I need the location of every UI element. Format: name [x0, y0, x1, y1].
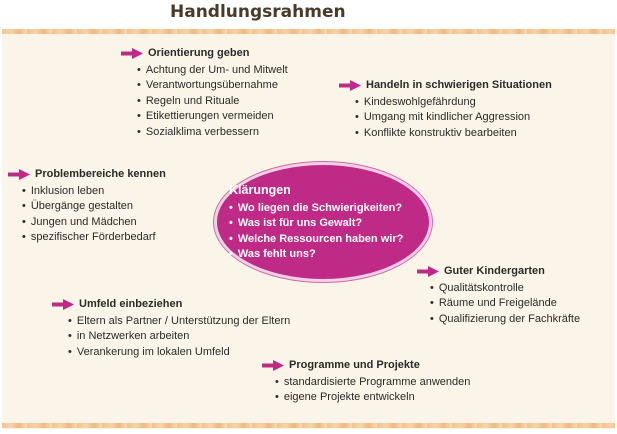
bullet-icon: •: [355, 126, 359, 139]
list-item: [22, 199, 166, 215]
list-item: [275, 390, 470, 406]
bullet-icon: •: [275, 375, 279, 388]
heading-orientierung: Orientierung geben: [148, 47, 250, 59]
list-item: [137, 109, 288, 125]
list-item-text: in Netzwerken arbeiten: [76, 330, 190, 342]
list-item: [137, 78, 288, 94]
arrow-right-icon: [52, 299, 74, 310]
list-item-text: spezifischer Förderbedarf: [30, 231, 156, 243]
bullet-icon: •: [229, 232, 233, 245]
group-heading: [417, 264, 580, 280]
list-item-text: Was ist für uns Gewalt?: [237, 217, 363, 229]
list-item: [229, 201, 403, 217]
bullet-icon: •: [22, 231, 26, 243]
bullet-icon: •: [275, 391, 279, 403]
list-item-text: Kindeswohlgefährdung: [363, 95, 476, 108]
bullet-icon: •: [355, 95, 359, 108]
heading-handeln: Handeln in schwierigen Situationen: [366, 79, 552, 91]
list-item: [355, 95, 552, 111]
bullet-icon: •: [137, 79, 141, 91]
center-title: Klärungen: [229, 183, 291, 197]
bullet-icon: •: [355, 111, 359, 123]
list-umfeld: [52, 314, 290, 361]
list-item-text: Was fehlt uns?: [237, 248, 316, 260]
list-item-text: Wo liegen die Schwierigkeiten?: [237, 201, 403, 214]
list-item-text: Verankerung im lokalen Umfeld: [76, 345, 230, 358]
group-programme: [262, 358, 470, 406]
group-umfeld: [52, 297, 290, 360]
list-item-text: Konflikte konstruktiv bearbeiten: [363, 126, 517, 139]
bullet-icon: •: [68, 345, 72, 358]
list-item-text: Inklusion leben: [30, 184, 105, 197]
list-problem: [8, 184, 166, 246]
heading-problem: Problembereiche kennen: [35, 168, 166, 180]
list-item: [68, 329, 290, 345]
bullet-icon: •: [137, 94, 141, 107]
list-item: [355, 126, 552, 142]
arrow-right-icon: [339, 80, 361, 91]
heading-kindergarten: Guter Kindergarten: [444, 265, 545, 277]
bullet-icon: •: [430, 297, 434, 309]
list-item: [137, 63, 288, 79]
list-handeln: [339, 95, 552, 142]
bullet-icon: •: [22, 200, 26, 212]
list-item: [137, 125, 288, 141]
list-item-text: Welche Ressourcen haben wir?: [237, 232, 404, 245]
bullet-icon: •: [430, 281, 434, 294]
list-item-text: Achtung der Um- und Mitwelt: [145, 63, 288, 76]
arrow-right-icon: [8, 169, 30, 180]
bullet-icon: •: [22, 184, 26, 197]
list-item: [275, 375, 470, 391]
group-heading: [339, 78, 552, 94]
bullet-icon: •: [430, 312, 434, 325]
bottom-decorative-band: [2, 423, 615, 428]
group-orientierung: [121, 46, 288, 140]
arrow-right-icon: [417, 266, 439, 277]
bullet-icon: •: [229, 217, 233, 229]
group-heading: [121, 46, 288, 62]
arrow-right-icon: [121, 48, 143, 59]
list-item-text: Qualitätskontrolle: [438, 281, 524, 294]
list-item-text: Umgang mit kindlicher Aggression: [363, 111, 531, 123]
list-orientierung: [121, 63, 288, 141]
list-item: [229, 232, 403, 248]
group-problem: [8, 167, 166, 246]
list-item-text: Verantwortungsübernahme: [145, 79, 278, 91]
heading-umfeld: Umfeld einbeziehen: [79, 298, 183, 310]
list-item: [229, 216, 403, 232]
heading-programme: Programme und Projekte: [289, 359, 420, 371]
list-item: [22, 230, 166, 246]
bullet-icon: •: [137, 63, 141, 76]
list-item: [22, 184, 166, 200]
list-item-text: Räume und Freigelände: [438, 297, 557, 309]
list-item: [68, 345, 290, 361]
arrow-right-icon: [262, 360, 284, 371]
list-item: [355, 110, 552, 126]
page-title: Handlungsrahmen: [170, 2, 346, 22]
group-kindergarten: [417, 264, 580, 327]
list-item-text: Jungen und Mädchen: [30, 215, 137, 228]
center-box: [229, 183, 403, 263]
list-item-text: Sozialklima verbessern: [145, 125, 259, 138]
bullet-icon: •: [137, 110, 141, 122]
list-item-text: Qualifizierung der Fachkräfte: [438, 312, 581, 325]
list-item-text: standardisierte Programme anwenden: [283, 375, 471, 388]
list-item: [229, 247, 403, 263]
bullet-icon: •: [229, 201, 233, 214]
bullet-icon: •: [137, 125, 141, 138]
group-heading: [262, 358, 470, 374]
list-item: [22, 215, 166, 231]
top-decorative-band: [2, 29, 615, 34]
list-item: [430, 281, 580, 297]
list-kindergarten: [417, 281, 580, 328]
list-item: [430, 296, 580, 312]
list-item-text: eigene Projekte entwickeln: [283, 391, 415, 403]
group-heading: [8, 167, 166, 183]
list-item: [430, 312, 580, 328]
list-item-text: Regeln und Rituale: [145, 94, 240, 107]
bullet-icon: •: [229, 248, 233, 260]
bullet-icon: •: [68, 330, 72, 342]
center-list: [229, 201, 403, 263]
list-item-text: Etikettierungen vermeiden: [145, 110, 274, 122]
group-heading: [52, 297, 290, 313]
list-item-text: Übergänge gestalten: [30, 200, 133, 212]
list-programme: [262, 375, 470, 406]
bullet-icon: •: [68, 314, 72, 327]
list-item-text: Eltern als Partner / Unterstützung der Eltern: [76, 314, 291, 327]
bullet-icon: •: [22, 215, 26, 228]
list-item: [137, 94, 288, 110]
list-item: [68, 314, 290, 330]
group-handeln: [339, 78, 552, 141]
